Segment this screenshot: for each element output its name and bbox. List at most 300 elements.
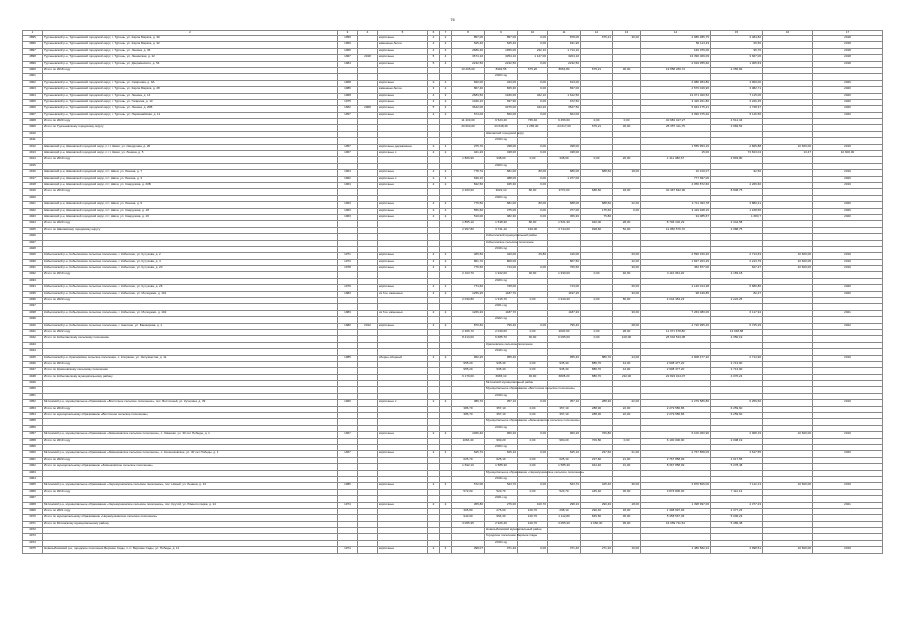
table-cell: 0,00	[581, 119, 613, 125]
table-cell: 4930	[23, 259, 43, 265]
table-cell: 4 076,24	[711, 374, 763, 380]
table-cell: Мглинский р-н, муниципальное образование «Восточное сельское поселение», пос. Восточный, ул. Кутерина, д. 39	[43, 400, 338, 406]
table-cell: 4934	[23, 285, 43, 291]
table-cell: 807,50	[548, 259, 581, 265]
table-cell: 92,56	[711, 170, 763, 176]
table-cell: 13,47	[763, 151, 813, 157]
table-cell: 2 306,70	[452, 329, 485, 335]
table-cell: 2019	[813, 483, 883, 489]
table-cell: 935,40	[548, 361, 581, 367]
table-cell: 10 600,00	[763, 259, 813, 265]
page-number: 76	[450, 17, 455, 22]
table-cell: 4900	[23, 67, 43, 73]
table-cell: 42,00	[613, 259, 641, 265]
table-cell: 4 146 014,38	[641, 285, 711, 291]
table-cell: Тургеневский р-н, Тургеневский городской округ, г. Тургень, ул. Карла Маркса, д. 30	[43, 36, 338, 42]
table-cell: 6 100 000,90	[641, 438, 711, 444]
table-cell: 237,60	[581, 451, 613, 457]
table-cell: Шаховский городской округ	[485, 131, 518, 137]
table-cell: 1983	[338, 310, 358, 316]
table-cell: кирпичные	[378, 202, 428, 208]
table-cell: 3376,00	[485, 106, 518, 112]
table-cell: Тургеневский р-н, Тургеневский городской округ, г. Тургень, ул. Ленинская, д. 12	[43, 55, 338, 61]
table-cell: 3 744,00	[548, 227, 581, 233]
table-cell: 935,40	[485, 368, 518, 374]
table-cell: 4975	[23, 547, 43, 553]
table-cell: 2 767 858,09	[641, 457, 711, 463]
table-cell: 1962	[338, 176, 358, 182]
table-cell: 2018	[813, 36, 883, 42]
table-cell: 2030,60	[548, 329, 581, 335]
table-cell: 4909	[23, 125, 43, 131]
table-cell: 2019	[813, 432, 883, 438]
table-cell: 825,30	[485, 87, 518, 93]
table-cell: 22 823 014,07	[641, 374, 711, 380]
table-cell: 2019	[813, 259, 883, 265]
table-cell: 2232,50	[485, 61, 518, 67]
table-cell: 7 263 080,00	[641, 310, 711, 316]
table-cell: Муниципальное образование «Восточное сельское поселение»	[485, 387, 518, 393]
table-cell: 4914	[23, 157, 43, 163]
table-cell: 4957	[23, 432, 43, 438]
table-cell: 6,00	[613, 208, 641, 214]
table-cell: 4 617,55	[711, 457, 763, 463]
table-cell: Кобылинский р-н, Кобылинское сельское поселение, г. Кобылино, ул. Молодежи, д. 101	[43, 291, 338, 297]
table-cell: 2	[428, 144, 440, 150]
table-cell: 2020 год	[485, 278, 518, 284]
table-cell: 572,00	[452, 483, 485, 489]
table-cell: 3770,00	[548, 189, 581, 195]
table-cell: 1946,00	[485, 93, 518, 99]
table-cell: 2	[428, 310, 440, 316]
table-cell: 22,00	[613, 400, 641, 406]
table-cell: 175,60	[581, 208, 613, 214]
table-cell: 290,40	[581, 508, 613, 514]
table-cell: 5 278,48	[711, 464, 763, 470]
table-cell: 4 056 872,60	[641, 182, 711, 188]
table-cell: 4939	[23, 317, 43, 323]
table-cell: 2020	[813, 214, 883, 220]
table-cell: 6 685,70	[485, 336, 518, 342]
table-cell: 26 634 523,08	[641, 336, 711, 342]
table-cell: кирпичные	[378, 112, 428, 118]
table-cell: 2018	[813, 55, 883, 61]
table-cell: 386,70	[452, 406, 485, 412]
table-cell: 2020	[813, 202, 883, 208]
table-cell: 519,00	[452, 214, 485, 220]
table-cell: 338,00	[548, 157, 581, 163]
table-cell: Итого по 2020 году	[43, 119, 338, 125]
table-cell: 706,80	[581, 432, 613, 438]
table-cell: 92,00	[613, 272, 641, 278]
table-cell: 1966	[338, 48, 358, 54]
table-cell: 6 259,60	[711, 400, 763, 406]
table-cell: кирпичные с	[378, 176, 428, 182]
table-cell: 365,80	[452, 508, 485, 514]
table-cell: 13 071 320,52	[641, 93, 711, 99]
table-cell: 365,80	[452, 502, 485, 508]
table-cell: 386,70	[452, 400, 485, 406]
table-cell: 2018	[813, 42, 883, 48]
table-cell: 6838,20	[548, 374, 581, 380]
column-number: 11	[548, 31, 581, 36]
table-cell: 2	[440, 400, 452, 406]
table-cell: 9 523,40	[485, 119, 518, 125]
table-cell: Итого по 2019 году	[43, 438, 338, 444]
table-cell: 2020	[813, 291, 883, 297]
table-cell: 2 279 586,86	[641, 413, 711, 419]
table-cell: 4907	[23, 112, 43, 118]
table-cell: Итого по Кобылинскому сельскому поселению	[43, 336, 338, 342]
column-number: 4	[358, 31, 378, 36]
table-cell: 1976	[338, 285, 358, 291]
table-cell: 2019 год	[485, 349, 518, 355]
table-cell: 445,40	[581, 483, 613, 489]
table-cell: 298,10	[548, 508, 581, 514]
table-cell: 438,00	[485, 151, 518, 157]
table-cell: Итого по 2019 году	[43, 157, 338, 163]
table-cell: 4 377,23	[711, 508, 763, 514]
table-cell: 465,50	[452, 253, 485, 259]
table-cell: 44,00	[613, 355, 641, 361]
table-cell: 8492,55	[485, 67, 518, 73]
table-cell: 4919	[23, 189, 43, 195]
table-cell: 1963	[338, 214, 358, 220]
table-cell: 30,90	[518, 272, 548, 278]
table-cell: 1 855,10	[452, 221, 485, 227]
table-cell: 13 396 469,09	[641, 55, 711, 61]
table-cell: 357,10	[548, 406, 581, 412]
table-cell: 36,00	[613, 489, 641, 495]
table-cell: 20,00	[613, 253, 641, 259]
table-cell: 1964	[338, 170, 358, 176]
table-cell: кирпичные	[378, 170, 428, 176]
table-cell: 1 683,7	[711, 214, 763, 220]
table-cell: 2	[440, 451, 452, 457]
table-cell: 4950	[23, 387, 43, 393]
table-cell: кирпичные,деревянные	[378, 144, 428, 150]
table-cell: 0,00	[518, 298, 548, 304]
table-cell: 4915	[23, 163, 43, 169]
table-cell: 523,70	[485, 483, 518, 489]
table-cell: 4924	[23, 221, 43, 227]
table-cell: 4 720 995,20	[641, 323, 711, 329]
table-cell: 2 908 477,20	[641, 368, 711, 374]
table-cell: Мглинский р-н, муниципальное образование «Черемушкинское сельское поселение», пос. Новый, ул. Ленина, д. 13	[43, 483, 338, 489]
table-cell: Кобылинский р-н, Кобылинское сельское поселение, г. Кобылино, ул. Кутузова, д. 26	[43, 285, 338, 291]
table-cell: 4896	[23, 42, 43, 48]
table-cell: 845,50	[581, 515, 613, 521]
table-cell: 861,70	[452, 259, 485, 265]
table-cell: 1986	[338, 87, 358, 93]
table-cell: 870,60	[452, 323, 485, 329]
table-cell: 4965	[23, 483, 43, 489]
table-cell: 2019	[813, 266, 883, 272]
table-cell: 2	[428, 285, 440, 291]
table-cell: Кобылинский р-н, Красновское сельское поселение, с. Клоркино, ул. Энтузиастов, д. 11	[43, 355, 338, 361]
table-cell: 13 648,58	[711, 329, 763, 335]
table-cell: 2	[428, 547, 440, 553]
table-cell: 1 538,30	[485, 221, 518, 227]
table-cell: Итого по 2021 году	[43, 508, 338, 514]
table-cell: Итого по 2018 году	[43, 67, 338, 73]
table-cell: 4959	[23, 445, 43, 451]
table-cell: 0,00	[613, 119, 641, 125]
table-cell: 10 205,00	[452, 67, 485, 73]
table-cell: 0,00	[518, 438, 548, 444]
table-cell: 1957	[338, 112, 358, 118]
table-cell: кирпичные с	[378, 151, 428, 157]
table-cell: 288,30	[581, 413, 613, 419]
table-cell: 3 741,10	[485, 227, 518, 233]
table-cell: 10 600,00	[813, 151, 883, 157]
table-cell: 0,00	[518, 489, 548, 495]
table-cell: 5	[428, 61, 440, 67]
table-cell: 1 713,10	[548, 48, 581, 54]
table-cell: 886,70	[581, 374, 613, 380]
table-cell: 2	[440, 87, 452, 93]
table-cell: 4	[440, 106, 452, 112]
table-cell: 338,00	[485, 157, 518, 163]
table-cell: 1969	[338, 400, 358, 406]
table-cell: 2020	[813, 87, 883, 93]
table-cell: 1026,10	[452, 99, 485, 105]
table-cell: 4 514,34	[711, 119, 763, 125]
table-cell: Шаховский р-н, Шаховской городской округ, пгт. Шахи, ул. Свердлова, д. 16	[43, 214, 338, 220]
table-cell: 943,60	[452, 515, 485, 521]
table-cell: 1 910,20	[548, 298, 581, 304]
table-cell: 4912	[23, 144, 43, 150]
table-cell: 36,00	[613, 515, 641, 521]
table-cell: 375,70	[452, 144, 485, 150]
table-cell: 4928	[23, 246, 43, 252]
table-cell: 0,00	[518, 329, 548, 335]
table-cell: 2021 год	[485, 304, 518, 310]
table-cell: 160,00	[518, 227, 548, 233]
table-cell: 357,10	[548, 400, 581, 406]
table-cell: 357,10	[548, 413, 581, 419]
table-cell: 0,00	[518, 547, 548, 553]
table-cell: 1066,40	[452, 432, 485, 438]
table-cell: 2 355,82	[711, 67, 763, 73]
table-cell: 1963	[338, 208, 358, 214]
table-cell: 36,00	[613, 483, 641, 489]
table-cell: 809,00	[485, 259, 518, 265]
table-cell: 34 085,67	[641, 214, 711, 220]
table-cell: 2 893,80	[711, 157, 763, 163]
table-cell: 2	[428, 323, 440, 329]
table-cell: 675,20	[518, 67, 548, 73]
table-cell: 604,00	[548, 112, 581, 118]
table-cell: Шаховский р-н, Шаховской городской округ, п.г.т. Шахи, ул. Ленина, д. 5	[43, 151, 338, 157]
table-cell: Кобылинский р-н, Кобылинское сельское поселение, г. Кобылино, ул. Молодежи, д. 102	[43, 310, 338, 316]
table-cell: 2 767 858,09	[641, 451, 711, 457]
table-cell: Новозыбковский р-н, городское поселение Верхние Сады, п.г.т. Верхние Сады, ул. Победы, д. 11	[43, 547, 338, 553]
table-cell: Кобылинское сельское поселение	[485, 240, 518, 246]
table-cell: 2	[440, 112, 452, 118]
table-cell: 2020 год	[485, 445, 518, 451]
table-cell: Шаховский р-н, Шаховской городской округ, пгт. Шахи, ул. Ленина, д. 9	[43, 202, 338, 208]
table-cell: 10 600,00	[763, 432, 813, 438]
table-cell: 2	[428, 451, 440, 457]
table-cell: 22,00	[613, 202, 641, 208]
table-cell: 3	[428, 87, 440, 93]
table-cell: 3 005,35	[452, 521, 485, 527]
table-cell: 1 521,30	[548, 221, 581, 227]
table-cell: Кобылинский муниципальный район	[485, 234, 518, 240]
table-cell: 625,40	[452, 42, 485, 48]
table-cell: 0,00	[518, 413, 548, 419]
table-cell: 8 706 102,29	[641, 221, 711, 227]
table-cell: кирпичные	[378, 208, 428, 214]
table-cell: 30,00	[613, 291, 641, 297]
table-cell: 944,40	[581, 464, 613, 470]
table-cell: 0,00	[518, 266, 548, 272]
table-cell: 3 426 261,80	[641, 99, 711, 105]
table-cell: 1 168,56	[711, 208, 763, 214]
table-cell: 4	[440, 61, 452, 67]
table-cell: 0,00	[518, 112, 548, 118]
table-cell: 4932	[23, 272, 43, 278]
table-cell: кирпичные	[378, 547, 428, 553]
table-cell: 4955	[23, 419, 43, 425]
table-cell: 0,00	[518, 144, 548, 150]
table-cell: 1980	[338, 323, 358, 329]
table-cell: 0,00	[518, 208, 548, 214]
table-cell: 0,00	[518, 451, 548, 457]
table-cell: 4917	[23, 176, 43, 182]
table-cell: 2 926,40	[485, 521, 518, 527]
table-cell: 11 433,00	[452, 119, 485, 125]
table-cell: 4963	[23, 470, 43, 476]
table-cell: 625,70	[452, 457, 485, 463]
table-cell: Итого по Кобылинскому муниципальному району	[43, 374, 338, 380]
table-cell: 2021	[813, 310, 883, 316]
table-cell: 935,40	[485, 361, 518, 367]
table-cell: 488,00	[485, 176, 518, 182]
table-cell: 4920	[23, 195, 43, 201]
table-cell: 4968	[23, 502, 43, 508]
table-cell: 4933	[23, 278, 43, 284]
table-cell: 4 244 454,23	[641, 298, 711, 304]
table-cell: 0,00	[518, 323, 548, 329]
table-cell: 4967	[23, 496, 43, 502]
table-cell: 4974	[23, 540, 43, 546]
table-cell: 52,00	[613, 227, 641, 233]
table-cell: 2	[440, 202, 452, 208]
table-cell: Шаховский р-н, Шаховской городской округ, пгт. Шахи, ул. Свердлова, д. 18	[43, 208, 338, 214]
table-cell: 955,40	[485, 355, 518, 361]
table-cell: 2	[428, 432, 440, 438]
table-cell: 4945	[23, 355, 43, 361]
table-cell: 4	[428, 48, 440, 54]
table-cell: Итого по 2019 году	[43, 489, 338, 495]
table-cell: 1 866,90	[452, 157, 485, 163]
table-cell: 2	[428, 502, 440, 508]
table-cell: Итого по муниципальному образованию «Черемушкинское сельское поселение»	[43, 515, 338, 521]
table-cell: 4938	[23, 310, 43, 316]
table-cell: 857,00	[452, 36, 485, 42]
table-cell: 276,00	[485, 502, 518, 508]
table-cell: 3 088,75	[711, 227, 763, 233]
table-cell: 2232,50	[452, 61, 485, 67]
table-cell: Кобылинский р-н, Кобылинское сельское поселение, г. Кобылино, ул. Кутузова, д. 4	[43, 259, 338, 265]
table-cell: 4 998,51	[711, 547, 763, 553]
table-cell: 4958	[23, 438, 43, 444]
table-cell: 0,00	[613, 438, 641, 444]
table-cell: 18,00	[613, 502, 641, 508]
table-cell: 288,30	[581, 400, 613, 406]
table-cell: 2	[428, 36, 440, 42]
table-cell: 523,70	[548, 489, 581, 495]
table-cell: 3 082,71	[711, 87, 763, 93]
table-cell: 19 558 366,72	[641, 67, 711, 73]
table-cell: 1266,20	[452, 310, 485, 316]
table-cell: 2 008,19	[711, 438, 763, 444]
table-cell: 1971	[338, 253, 358, 259]
table-cell: 2	[428, 99, 440, 105]
table-cell: 8 808,75	[711, 189, 763, 195]
table-cell: 7 115,06	[711, 93, 763, 99]
table-cell: 625,10	[485, 457, 518, 463]
table-cell: 438,00	[548, 151, 581, 157]
table-cell: 2022	[813, 323, 883, 329]
table-cell: 2	[428, 112, 440, 118]
table-cell: 271,20	[581, 547, 613, 553]
table-cell: 523,70	[548, 483, 581, 489]
table-cell: Шаховский р-н, Шаховской городской округ, пгт. Шахи, ул. Ленина, д. 3	[43, 176, 338, 182]
table-cell: 322,10	[518, 93, 548, 99]
table-cell: 1978	[338, 266, 358, 272]
table-cell: кирпичные	[378, 259, 428, 265]
table-cell: 80,00	[518, 221, 548, 227]
table-cell: 2020 год	[485, 163, 518, 169]
table-cell: кирпичные	[378, 61, 428, 67]
table-cell: 625,10	[548, 457, 581, 463]
table-cell: 2 030,60	[485, 329, 518, 335]
table-cell: 4923	[23, 214, 43, 220]
table-cell: 2 030,80	[452, 298, 485, 304]
table-cell: 774,60	[452, 285, 485, 291]
table-cell: 357,10	[485, 406, 518, 412]
table-cell: 1968	[338, 93, 358, 99]
table-cell: 631,90	[548, 42, 581, 48]
table-cell: 0,00	[518, 214, 548, 220]
table-cell: 4956	[23, 425, 43, 431]
table-cell: 0,00	[518, 42, 548, 48]
table-cell: 688,60	[581, 189, 613, 195]
table-cell: 2	[428, 202, 440, 208]
table-cell: 4944	[23, 349, 43, 355]
table-cell: каменные,бетон	[378, 42, 428, 48]
table-cell: 776,50	[452, 266, 485, 272]
table-cell: Итого по Тургеневскому городскому округу	[43, 125, 338, 131]
table-cell: 26,00	[613, 285, 641, 291]
table-cell: 357,10	[485, 413, 518, 419]
table-cell: 10 600,00	[763, 547, 813, 553]
table-cell: 4937	[23, 304, 43, 310]
table-cell: 36,00	[613, 125, 641, 131]
table-cell: 2	[440, 214, 452, 220]
table-cell: 4895	[23, 36, 43, 42]
table-cell: 2020	[813, 176, 883, 182]
table-cell: 4 377,23	[711, 502, 763, 508]
table-cell: 2	[428, 170, 440, 176]
table-cell: 5	[428, 55, 440, 61]
table-cell: 1256,20	[452, 291, 485, 297]
table-cell: 1 930,00	[548, 272, 581, 278]
table-cell: 2	[440, 253, 452, 259]
